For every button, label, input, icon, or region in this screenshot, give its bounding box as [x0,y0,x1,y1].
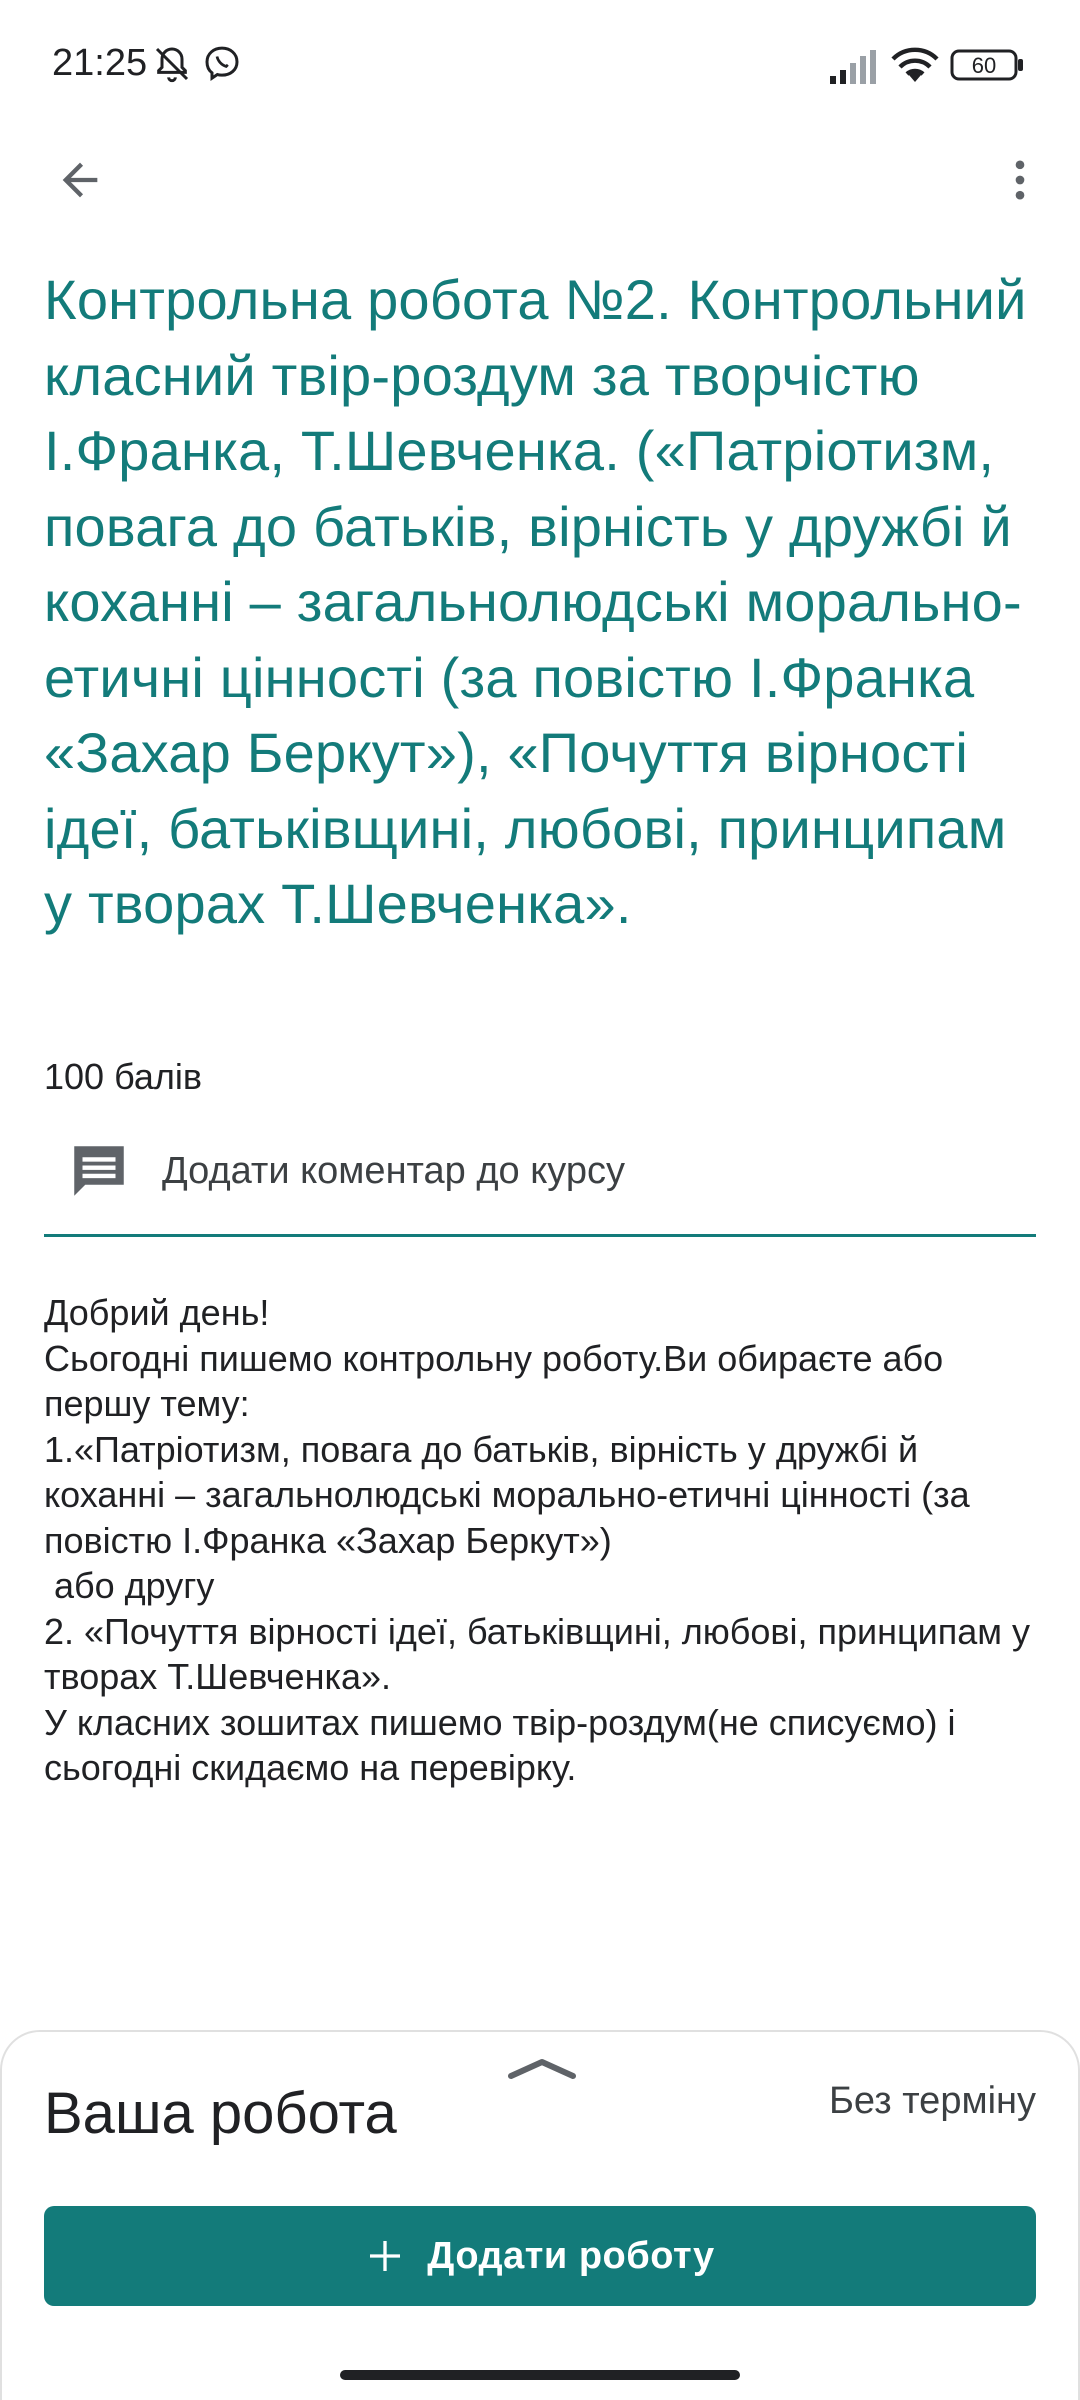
comment-icon [66,1138,132,1204]
add-class-comment-button[interactable] [44,1130,1036,1212]
back-arrow-icon [54,154,106,206]
status-bar [0,0,1080,130]
divider [44,1234,1036,1237]
more-options-button[interactable] [980,140,1060,220]
add-work-label: Додати роботу [427,2234,715,2277]
plus-icon [365,2236,405,2276]
add-work-button[interactable] [44,2206,1036,2306]
assignment-description: Добрий день! Сьогодні пишемо контрольну роботу.Ви обираєте або першу тему: 1.«Патріотизм, повага до батьків, вірність у дружбі й коханні – загальнолюдські морально-етичні цінності (за повістю І.Франка «Захар Беркут») або другу 2. «Почуття вірності ідеї, батьківщині, любові, принципам у творах Т.Шевченка». У класних зошитах пишемо твір-роздум(не списуємо) і сьогодні скидаємо на перевірку. [44,1292,1030,1788]
expand-handle-icon[interactable] [507,2052,577,2082]
battery-level: 60 [971,53,997,78]
bell-off-icon [152,44,192,89]
points-label: 100 балів [44,1056,203,1097]
more-vert-icon [994,154,1046,206]
your-work-title: Ваша робота [44,2081,397,2146]
home-indicator[interactable] [340,2370,740,2380]
back-button[interactable] [40,140,120,220]
signal-icon [828,50,880,89]
deadline-label: Без терміну [828,2080,1036,2122]
status-time: 21:25 [52,42,148,84]
wifi-icon [890,46,940,91]
add-comment-label: Додати коментар до курсу [162,1149,625,1192]
assignment-title: Контрольна робота №2. Контрольний класний твір-роздум за творчістю І.Франка, Т.Шевченка. («Патріотизм, повага до батьків, вірність у дружбі й коханні – загальнолюдські морально-етичні цінності (за повістю І.Франка «Захар Беркут»), «Почуття вірності ідеї, батьківщині, любові, принципам у творах Т.Шевченка». [44,268,1027,935]
viber-icon [202,44,242,89]
